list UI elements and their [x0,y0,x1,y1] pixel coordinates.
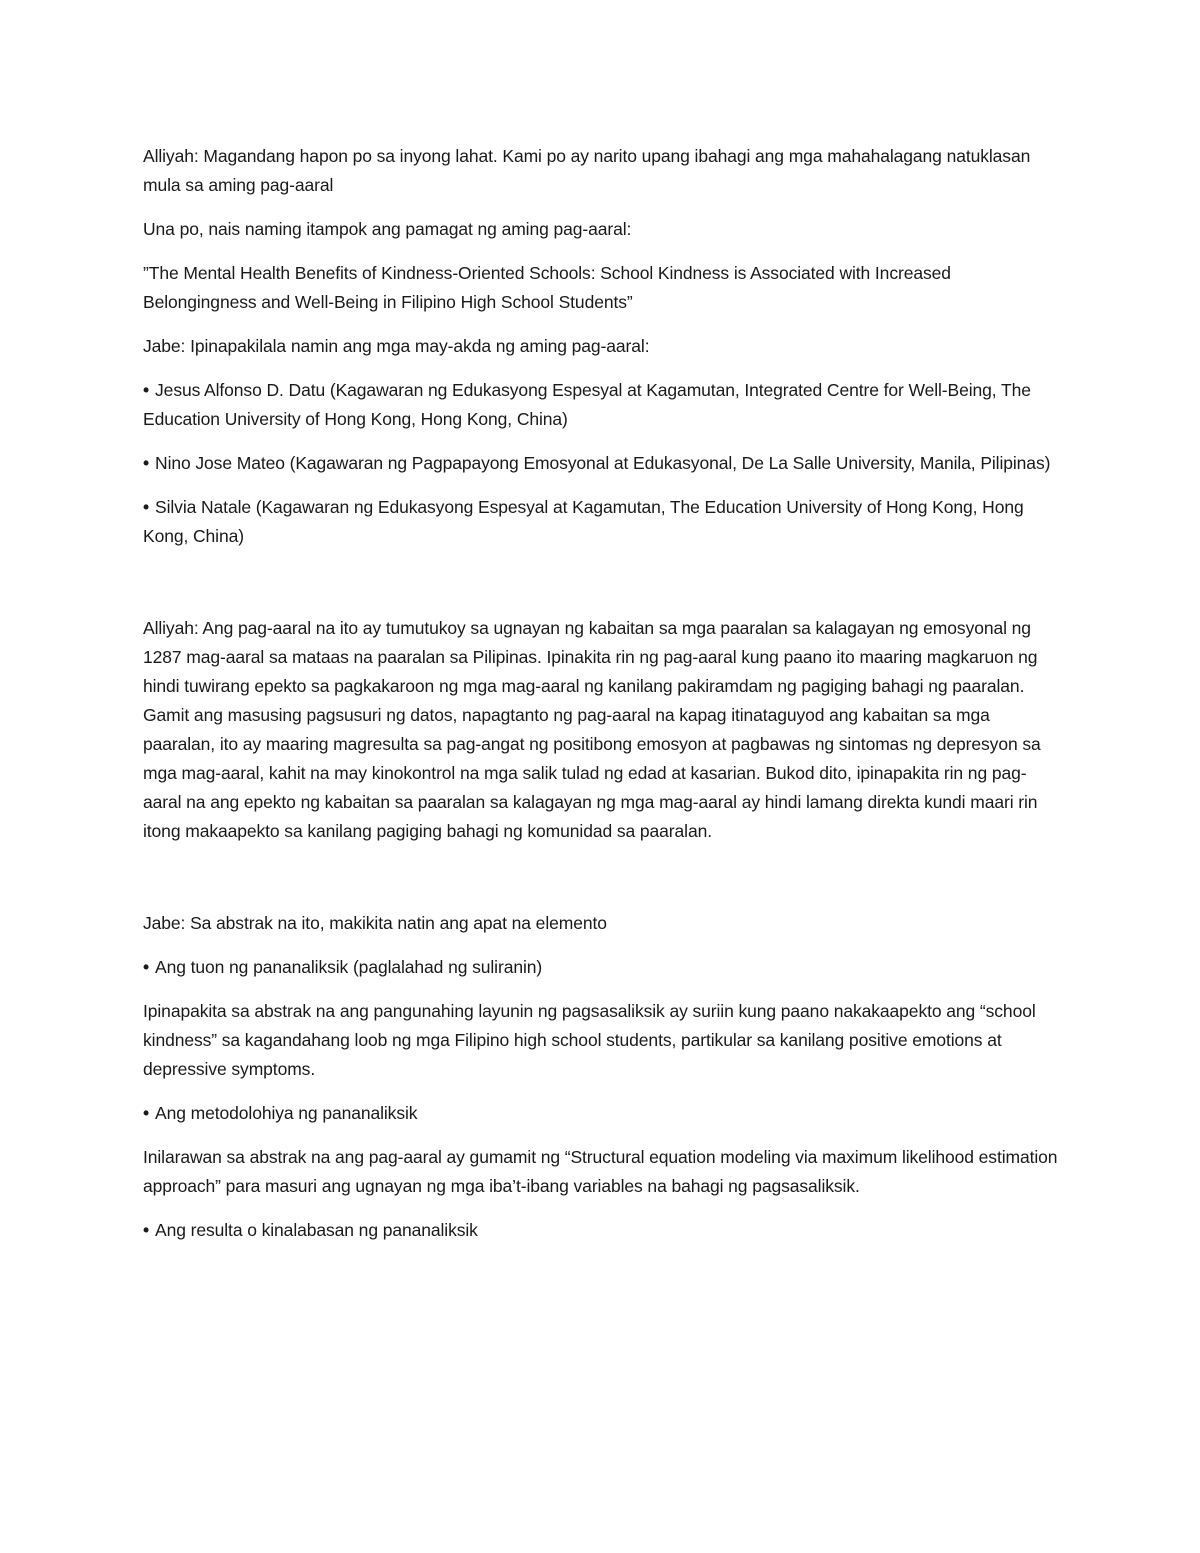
element-body-paragraph: Ipinapakita sa abstrak na ang pangunahing layunin ng pagsasaliksik ay suriin kung paano nakakaapekto ang “school kindness” sa kagandahang loob ng mga Filipino high school students, partikular sa kanilang positive emotions at depressive symptoms. [143,1001,1036,1079]
summary-paragraph: Alliyah: Ang pag-aaral na ito ay tumutukoy sa ugnayan ng kabaitan sa mga paaralan sa kalagayan ng emosyonal ng 1287 mag-aaral sa mataas na paaralan sa Pilipinas. Ipinakita rin ng pag-aaral kung paano ito maaring magkaruon ng hindi tuwirang epekto sa pagkakaroon ng mga mag-aaral ng kanilang pakiramdam ng pagiging bahagi ng paaralan. Gamit ang masusing pagsusuri ng datos, napagtanto ng pag-aaral na kapag itinataguyod ang kabaitan sa mga paaralan, ito ay maaring magresulta sa pag-angat ng positibong emosyon at pagbawas ng sintomas ng depresyon sa mga mag-aaral, kahit na may kinokontrol na mga salik tulad ng edad at kasarian. Bukod dito, ipinapakita rin ng pag-aaral na ang epekto ng kabaitan sa paaralan sa kalagayan ng mga mag-aaral ay hindi lamang direkta kundi maari rin itong makaapekto sa kanilang pagiging bahagi ng komunidad sa paaralan. [143,618,1041,841]
element-heading [143,1216,1058,1245]
author-item [143,449,1058,478]
element-body-paragraph: Inilarawan sa abstrak na ang pag-aaral ay gumamit ng “Structural equation modeling via maximum likelihood estimation approach” para masuri ang ugnayan ng mga iba’t-ibang variables na bahagi ng pagsasaliksik. [143,1147,1058,1196]
element-heading [143,1099,1058,1128]
element-heading-text: Ang resulta o kinalabasan ng pananaliksik [155,1220,478,1240]
greeting-paragraph: Alliyah: Magandang hapon po sa inyong lahat. Kami po ay narito upang ibahagi ang mga mahahalagang natuklasan mula sa aming pag-aaral [143,146,1031,195]
spacer [143,566,1058,614]
bullet-icon: • [143,453,150,473]
study-title-paragraph: ”The Mental Health Benefits of Kindness-Oriented Schools: School Kindness is Associated with Increased Belongingness and Well-Being in Filipino High School Students” [143,263,951,312]
author-item [143,493,1058,551]
author-item [143,376,1058,434]
bullet-icon: • [143,497,150,517]
element-heading-text: Ang metodolohiya ng pananaliksik [155,1103,418,1123]
bullet-icon: • [143,1103,150,1123]
element-heading-text: Ang tuon ng pananaliksik (paglalahad ng suliranin) [155,957,543,977]
document-body [143,142,1058,1260]
elements-intro-paragraph: Jabe: Sa abstrak na ito, makikita natin ang apat na elemento [143,913,607,933]
element-heading [143,953,1058,982]
author-text: Nino Jose Mateo (Kagawaran ng Pagpapayong Emosyonal at Edukasyonal, De La Salle University, Manila, Pilipinas) [155,453,1051,473]
bullet-icon: • [143,1220,150,1240]
spacer [143,861,1058,909]
authors-intro-paragraph: Jabe: Ipinapakilala namin ang mga may-akda ng aming pag-aaral: [143,336,650,356]
bullet-icon: • [143,380,150,400]
author-text: Silvia Natale (Kagawaran ng Edukasyong Espesyal at Kagamutan, The Education University of Hong Kong, Hong Kong, China) [143,497,1024,546]
bullet-icon: • [143,957,150,977]
author-text: Jesus Alfonso D. Datu (Kagawaran ng Edukasyong Espesyal at Kagamutan, Integrated Centre for Well-Being, The Education University of Hong Kong, Hong Kong, China) [143,380,1031,429]
title-intro-paragraph: Una po, nais naming itampok ang pamagat ng aming pag-aaral: [143,219,632,239]
